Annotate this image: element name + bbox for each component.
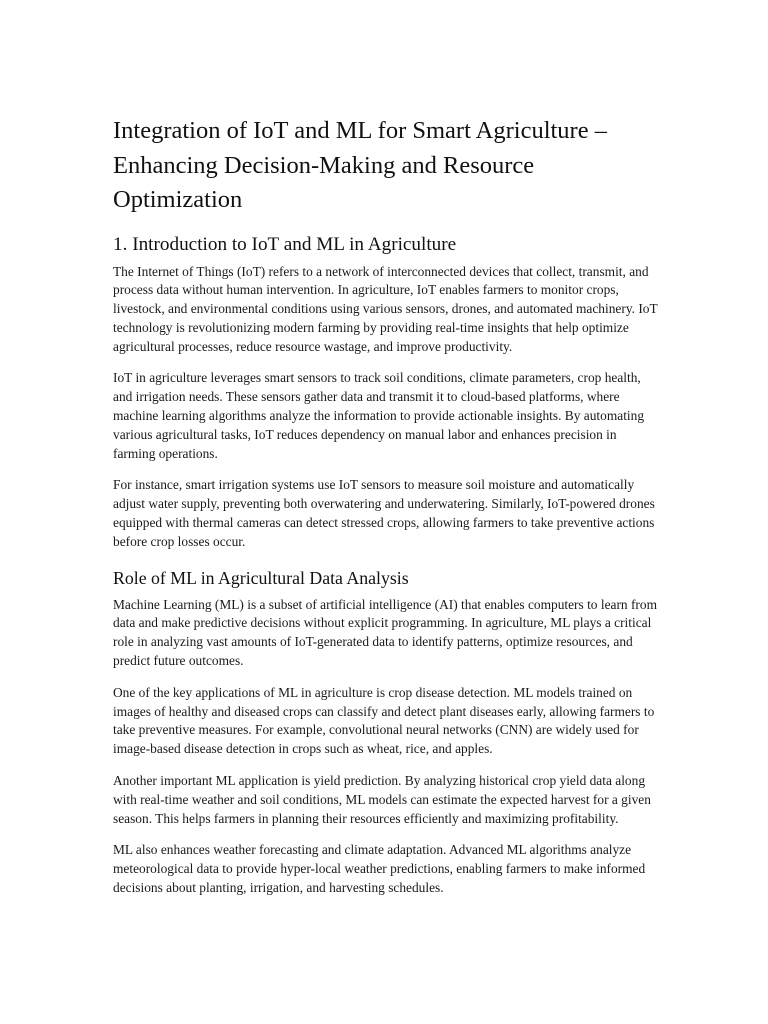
paragraph: Machine Learning (ML) is a subset of artificial intelligence (AI) that enables computers to learn from data and make predictive decisions without explicit programming. In agriculture, ML plays a critical role in analyzing vast amounts of IoT-generated data to identify patterns, optimize resources, and predict future outcomes. bbox=[113, 596, 657, 669]
paragraph: The Internet of Things (IoT) refers to a network of interconnected devices that collect, transmit, and process data without human intervention. In agriculture, IoT enables farmers to monitor crops, livestock, and environmental conditions using various sensors, drones, and automated machinery. IoT technology is revolutionizing modern farming by providing real-time insights that help optimize agricultural processes, reduce resource wastage, and improve productivity. bbox=[113, 263, 658, 354]
section-heading: 1. Introduction to IoT and ML in Agriculture bbox=[113, 233, 457, 255]
paragraph: ML also enhances weather forecasting and climate adaptation. Advanced ML algorithms analyze meteorological data to provide hyper-local weather predictions, enabling farmers to make informed decisions about planting, irrigation, and harvesting schedules. bbox=[113, 842, 646, 896]
paragraph: Another important ML application is yield prediction. By analyzing historical crop yield data along with real-time weather and soil conditions, ML models can estimate the expected harvest for a given season. This helps farmers in planning their resources efficiently and maximizing profitability. bbox=[113, 773, 651, 826]
document-page bbox=[113, 114, 658, 911]
paragraph: IoT in agriculture leverages smart sensors to track soil conditions, climate parameters, crop health, and irrigation needs. These sensors gather data and transmit it to cloud-based platforms, where machine learning algorithms analyze the information to provide actionable insights. By automating various agricultural tasks, IoT reduces dependency on manual labor and enhances precision in farming operations. bbox=[113, 370, 645, 461]
section-role-of-ml bbox=[113, 565, 658, 898]
section-introduction bbox=[113, 232, 658, 552]
document-title: Integration of IoT and ML for Smart Agriculture – Enhancing Decision-Making and Resource Optimization bbox=[113, 117, 607, 213]
paragraph: One of the key applications of ML in agriculture is crop disease detection. ML models trained on images of healthy and diseased crops can classify and detect plant diseases early, allowing farmers to take preventive measures. For example, convolutional neural networks (CNN) are widely used for image-based disease detection in crops such as wheat, rice, and apples. bbox=[113, 684, 655, 757]
paragraph: For instance, smart irrigation systems use IoT sensors to measure soil moisture and automatically adjust water supply, preventing both overwatering and underwatering. Similarly, IoT-powered drones equipped with thermal cameras can detect stressed crops, allowing farmers to take preventive actions before crop losses occur. bbox=[113, 477, 655, 549]
section-heading: Role of ML in Agricultural Data Analysis bbox=[113, 567, 409, 588]
